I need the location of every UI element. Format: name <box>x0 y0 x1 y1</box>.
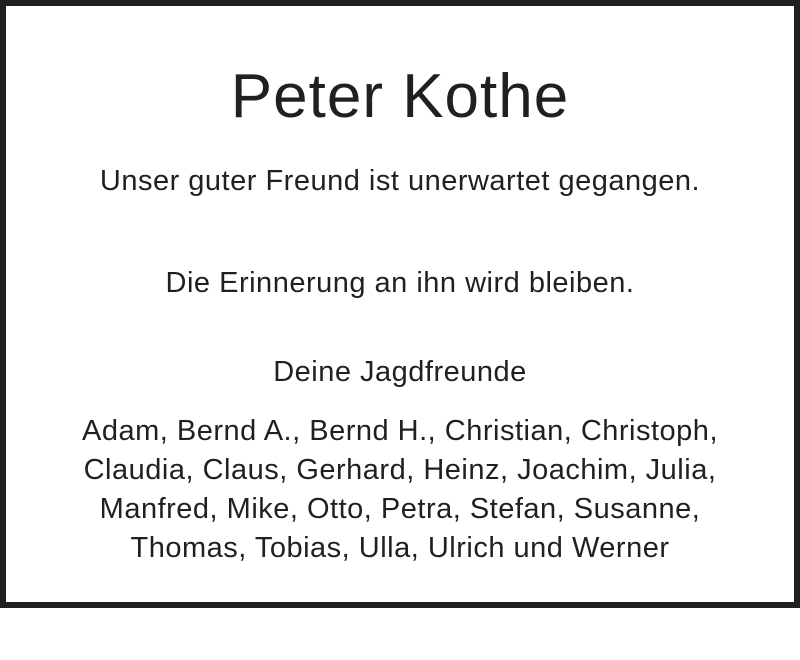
mourners-names <box>6 412 794 568</box>
mourners-names-line: Claudia, Claus, Gerhard, Heinz, Joachim, Julia, <box>83 453 717 486</box>
opening-line: Unser guter Freund ist unerwartet gegangen. <box>99 165 701 198</box>
mourners-names-line: Thomas, Tobias, Ulla, Ulrich und Werner <box>130 531 670 564</box>
remembrance-line: Die Erinnerung an ihn wird bleiben. <box>165 267 635 300</box>
death-notice <box>6 64 794 660</box>
mourners-names-line: Manfred, Mike, Otto, Petra, Stefan, Susanne, <box>99 492 701 525</box>
mourning-group-name: Deine Jagdfreunde <box>273 355 527 388</box>
mourners-names-line: Adam, Bernd A., Bernd H., Christian, Christoph, <box>82 414 718 447</box>
deceased-name: Peter Kothe <box>230 62 570 131</box>
